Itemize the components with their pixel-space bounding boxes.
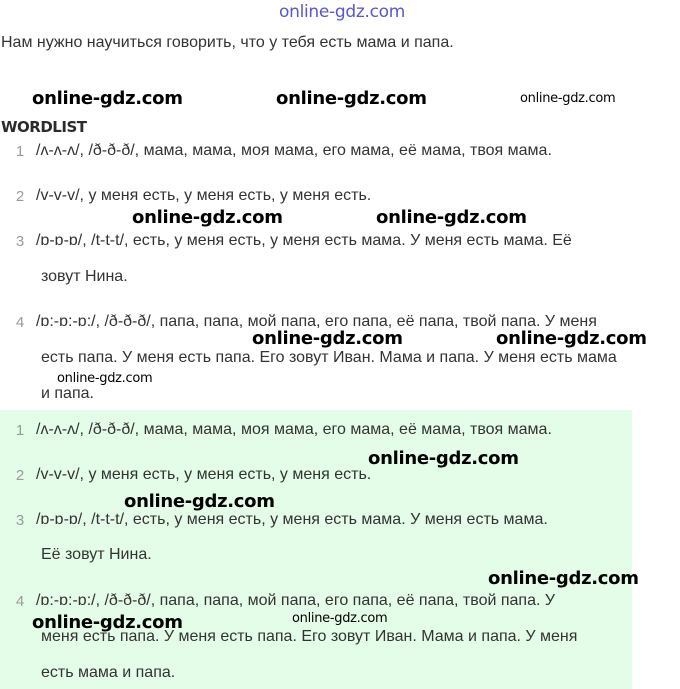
wordlist-item-1-line-1: /ʌ-ʌ-ʌ/, /ð-ð-ð/, мама, мама, моя мама, его мама, её мама, твоя мама. (36, 142, 552, 159)
watermark: online-gdz.com (57, 371, 153, 386)
wordlist-item-4-line-2: есть папа. У меня есть папа. Его зовут Иван. Мама и папа. У меня есть мама (41, 349, 617, 366)
watermark: online-gdz.com (488, 568, 639, 589)
wordlist-item-4-line-3: и папа. (41, 385, 94, 402)
watermark: online-gdz.com (496, 328, 647, 349)
watermark: online-gdz.com (132, 207, 283, 228)
answer-item-3-number: 3 (15, 512, 25, 529)
watermark: online-gdz.com (376, 207, 527, 228)
answer-item-3-line-2: Её зовут Нина. (41, 546, 152, 563)
watermark: online-gdz.com (520, 91, 616, 106)
watermark: online-gdz.com (276, 88, 427, 109)
watermark: online-gdz.com (252, 328, 403, 349)
intro-text: Нам нужно научиться говорить, что у тебя есть мама и папа. (1, 34, 454, 51)
header-watermark: online-gdz.com (279, 2, 406, 22)
answer-item-4-number: 4 (15, 593, 25, 610)
watermark: online-gdz.com (32, 612, 183, 633)
wordlist-item-3-number: 3 (15, 233, 25, 250)
wordlist-item-3-line-2: зовут Нина. (41, 268, 128, 285)
wordlist-item-2-number: 2 (15, 188, 25, 205)
answer-item-2-number: 2 (15, 467, 25, 484)
answer-item-4-line-2: меня есть папа. У меня есть папа. Его зовут Иван. Мама и папа. У меня (41, 628, 578, 645)
answer-item-1-number: 1 (15, 422, 25, 439)
watermark: online-gdz.com (292, 611, 388, 626)
wordlist-item-3-line-1: /ɒ-ɒ-ɒ/, /t-t-t/, есть, у меня есть, у меня есть мама. У меня есть мама. Её (36, 232, 572, 249)
wordlist-item-4-line-1: /ɒ:-ɒ:-ɒ:/, /ð-ð-ð/, папа, папа, мой папа, его папа, её папа, твой папа. У меня (36, 313, 597, 330)
watermark: online-gdz.com (32, 88, 183, 109)
wordlist-item-2-line-1: /v-v-v/, у меня есть, у меня есть, у меня есть. (36, 187, 372, 204)
watermark: online-gdz.com (368, 448, 519, 469)
answer-item-3-line-1: /ɒ-ɒ-ɒ/, /t-t-t/, есть, у меня есть, у меня есть мама. У меня есть мама. (36, 511, 548, 528)
watermark: online-gdz.com (124, 491, 275, 512)
wordlist-title: WORDLIST (1, 118, 87, 136)
wordlist-item-4-number: 4 (15, 314, 25, 331)
answer-item-4-line-3: есть мама и папа. (41, 664, 176, 681)
answer-item-1-line-1: /ʌ-ʌ-ʌ/, /ð-ð-ð/, мама, мама, моя мама, его мама, её мама, твоя мама. (36, 421, 552, 438)
wordlist-item-1-number: 1 (15, 143, 25, 160)
answer-item-4-line-1: /ɒ:-ɒ:-ɒ:/, /ð-ð-ð/, папа, папа, мой папа, его папа, её папа, твой папа. У (36, 592, 556, 609)
answer-item-2-line-1: /v-v-v/, у меня есть, у меня есть, у меня есть. (36, 466, 372, 483)
